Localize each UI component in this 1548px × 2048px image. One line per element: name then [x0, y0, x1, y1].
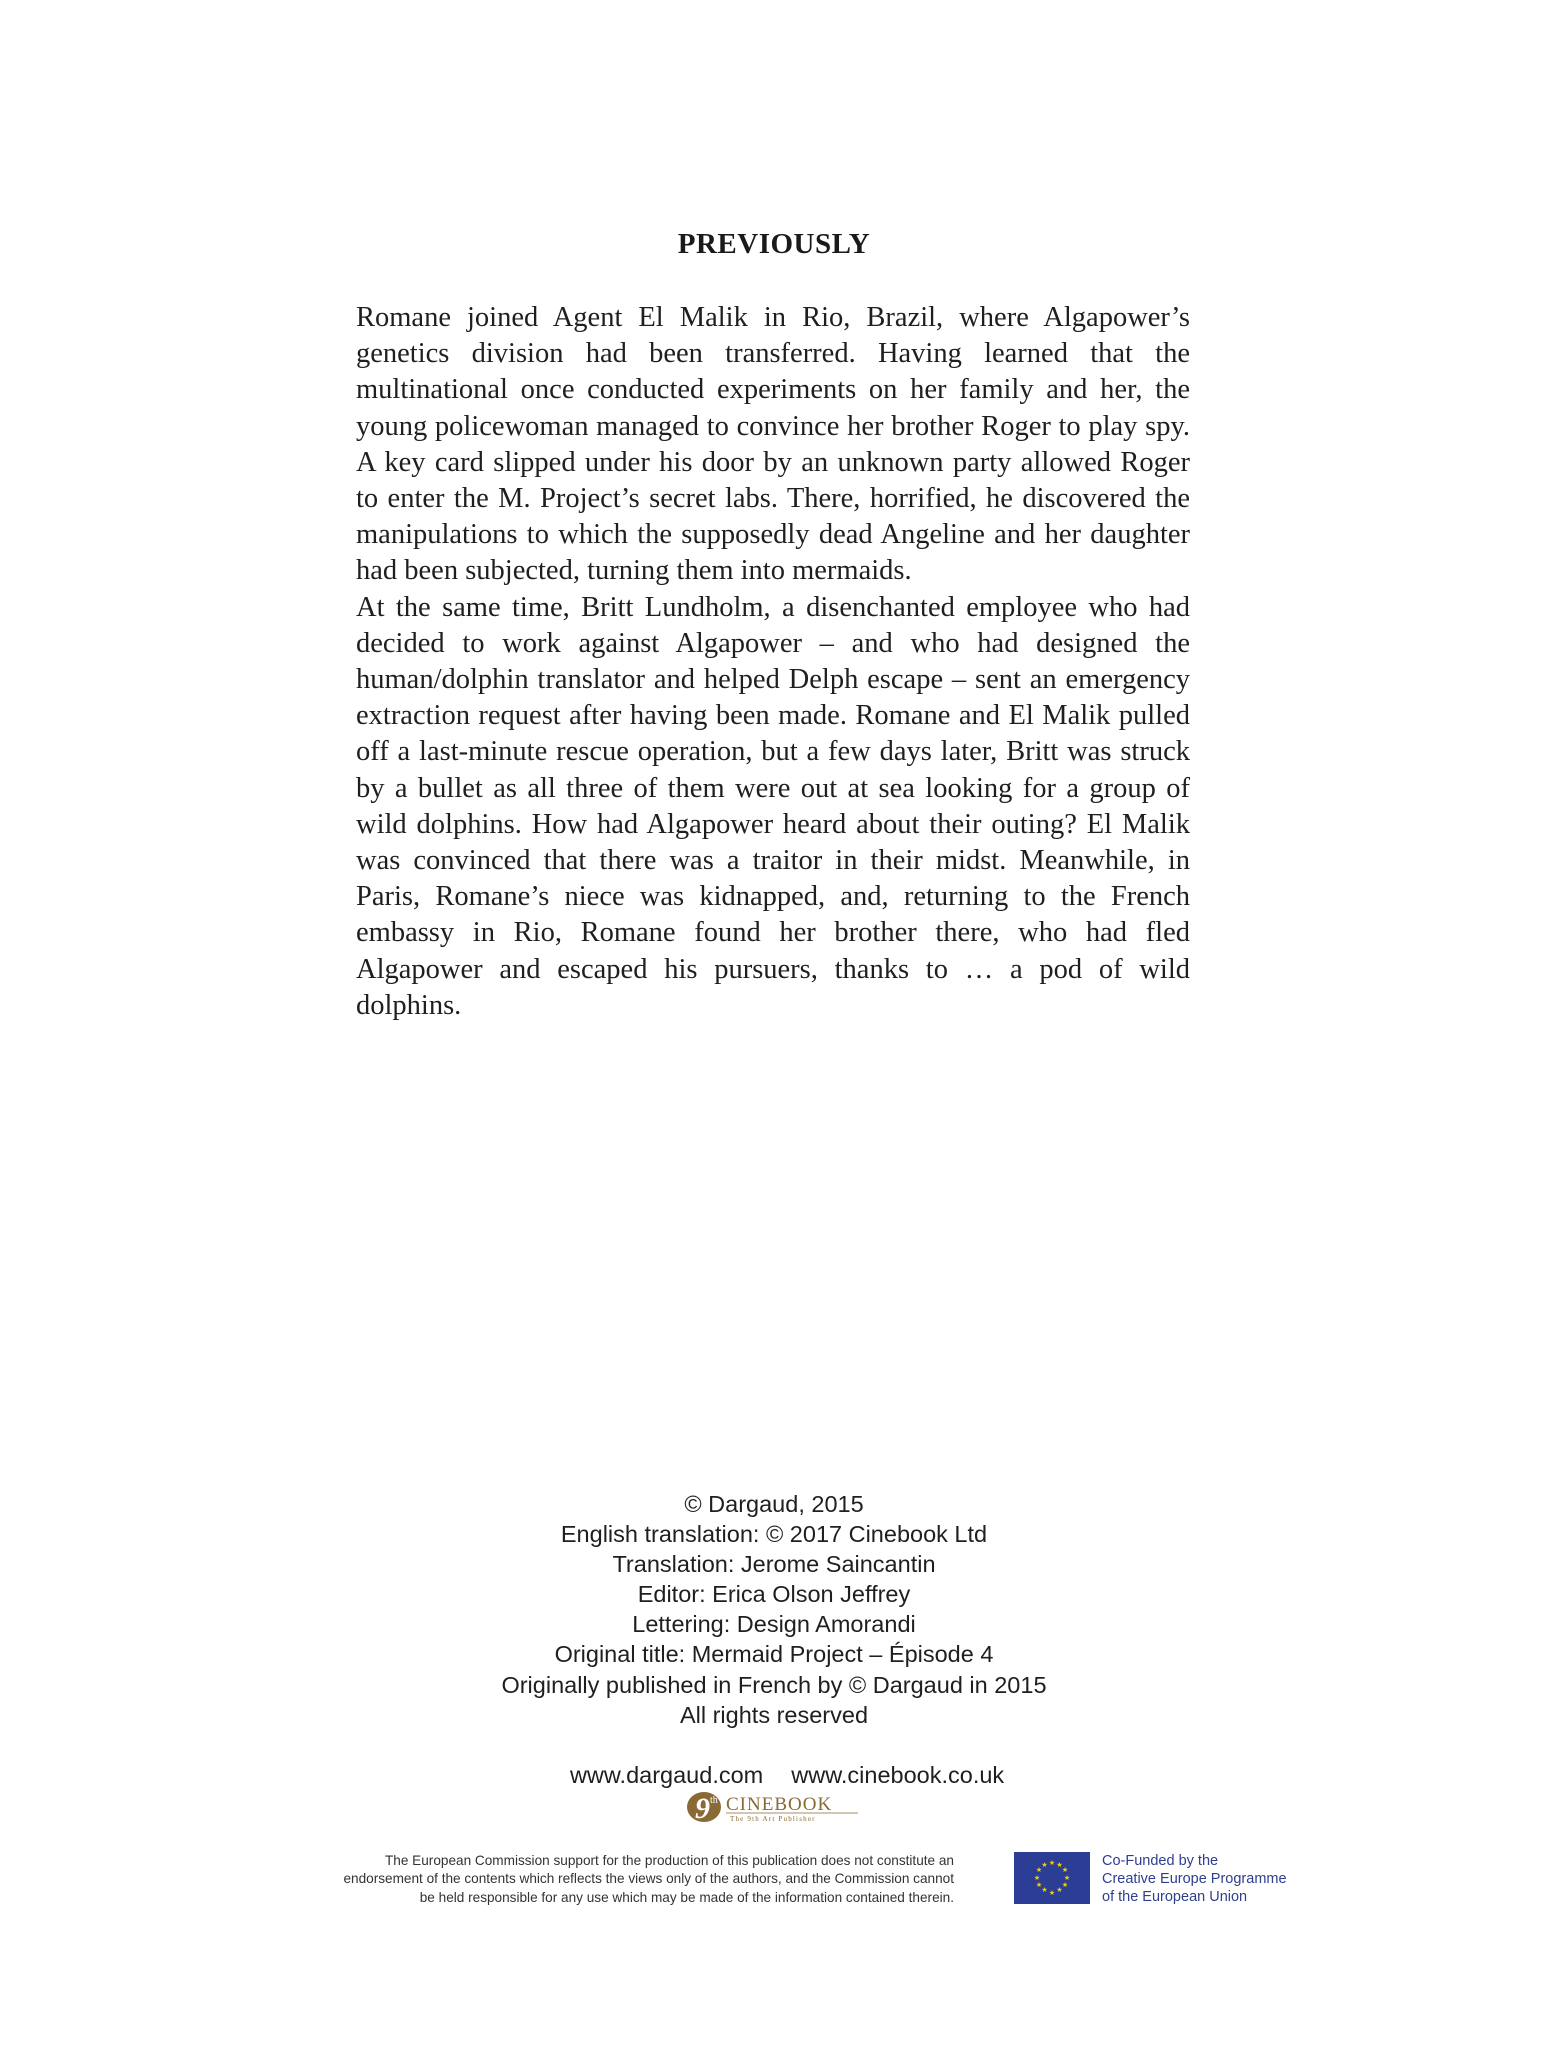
credit-line: © Dargaud, 2015 [684, 1491, 864, 1517]
cinebook-logo [682, 1786, 862, 1828]
eu-star-icon: ★ [1035, 1866, 1043, 1874]
eu-disclaimer [218, 1852, 954, 1907]
credit-line: English translation: © 2017 Cinebook Ltd [560, 1521, 988, 1548]
eu-star-icon: ★ [1048, 1888, 1056, 1897]
credit-line: Translation: Jerome Saincantin [612, 1551, 936, 1578]
cofunded-line: Co-Funded by the [1102, 1853, 1219, 1869]
cofunded-notice [1102, 1852, 1287, 1907]
cinebook-link[interactable]: www.cinebook.co.uk [791, 1761, 1005, 1788]
dargaud-link[interactable]: www.dargaud.com [569, 1761, 764, 1788]
eu-star-icon: ★ [1063, 1873, 1071, 1882]
disclaimer-line: be held responsible for any use which may be made of the information contained therein. [419, 1889, 954, 1905]
cinebook-logo-tagline: The 9th Art Publisher [730, 1815, 816, 1823]
credits-block [0, 1489, 1548, 1820]
page-title: PREVIOUSLY [677, 228, 871, 260]
summary-paragraph: Romane joined Agent El Malik in Rio, Brazil, where Algapower’s genetics division had been transferred. Having learned that the multinational once conducted experiments on her family and her, the young policewoman managed to convince her brother Roger to play spy. A key card slipped under his door by an unknown party allowed Roger to enter the M. Project’s secret labs. There, horrified, he discovered the manipulations to which the supposedly dead Angeline and her daughter had been subjected, turning them into mermaids. [356, 302, 1190, 587]
eu-star-icon: ★ [1041, 1860, 1048, 1869]
summary-paragraph: At the same time, Britt Lundholm, a disenchanted employee who had decided to work against Algapower – and who had designed the human/dolphin translator and helped Delph escape – sent an emergency extraction request after having been made. Romane and El Malik pulled off a last-minute rescue operation, but a few days later, Britt was struck by a bullet as all three of them were out at sea looking for a group of wild dolphins. How had Algapower heard about their outing? El Malik was convinced that there was a traitor in their midst. Meanwhile, in Paris, Romane’s niece was kidnapped, and, returning to the French embassy in Rio, Romane found her brother there, who had fled Algapower and escaped his pursuers, thanks to … a pod of wild dolphins. [356, 591, 1190, 1021]
eu-flag-icon [1014, 1852, 1090, 1904]
cofunded-line: of the European Union [1102, 1889, 1248, 1906]
cinebook-logo-numeral: 9 [695, 1792, 710, 1825]
cinebook-logo-superscript: th [710, 1795, 718, 1806]
eu-star-icon: ★ [1035, 1881, 1043, 1889]
eu-star-icon: ★ [1033, 1873, 1041, 1882]
credit-line: Original title: Mermaid Project – Épisode 4 [554, 1641, 994, 1668]
cinebook-logo-name: CINEBOOK [726, 1794, 833, 1815]
credit-line: Lettering: Design Amorandi [632, 1611, 916, 1638]
eu-star-icon: ★ [1056, 1860, 1063, 1869]
eu-star-icon: ★ [1041, 1886, 1048, 1895]
eu-star-icon: ★ [1061, 1881, 1069, 1889]
disclaimer-line: The European Commission support for the production of this publication does not constitute an [384, 1853, 954, 1868]
cofunded-line: Creative Europe Programme [1102, 1871, 1287, 1888]
eu-star-icon: ★ [1061, 1866, 1069, 1874]
disclaimer-line: endorsement of the contents which reflects the views only of the authors, and the Commission cannot [343, 1871, 954, 1887]
eu-star-icon: ★ [1048, 1858, 1056, 1867]
eu-star-icon: ★ [1056, 1886, 1063, 1895]
previously-summary [356, 300, 1190, 1024]
credit-line: Editor: Erica Olson Jeffrey [637, 1581, 911, 1608]
credit-line: All rights reserved [679, 1701, 869, 1728]
credit-line: Originally published in French by © Dargaud in 2015 [501, 1671, 1047, 1698]
